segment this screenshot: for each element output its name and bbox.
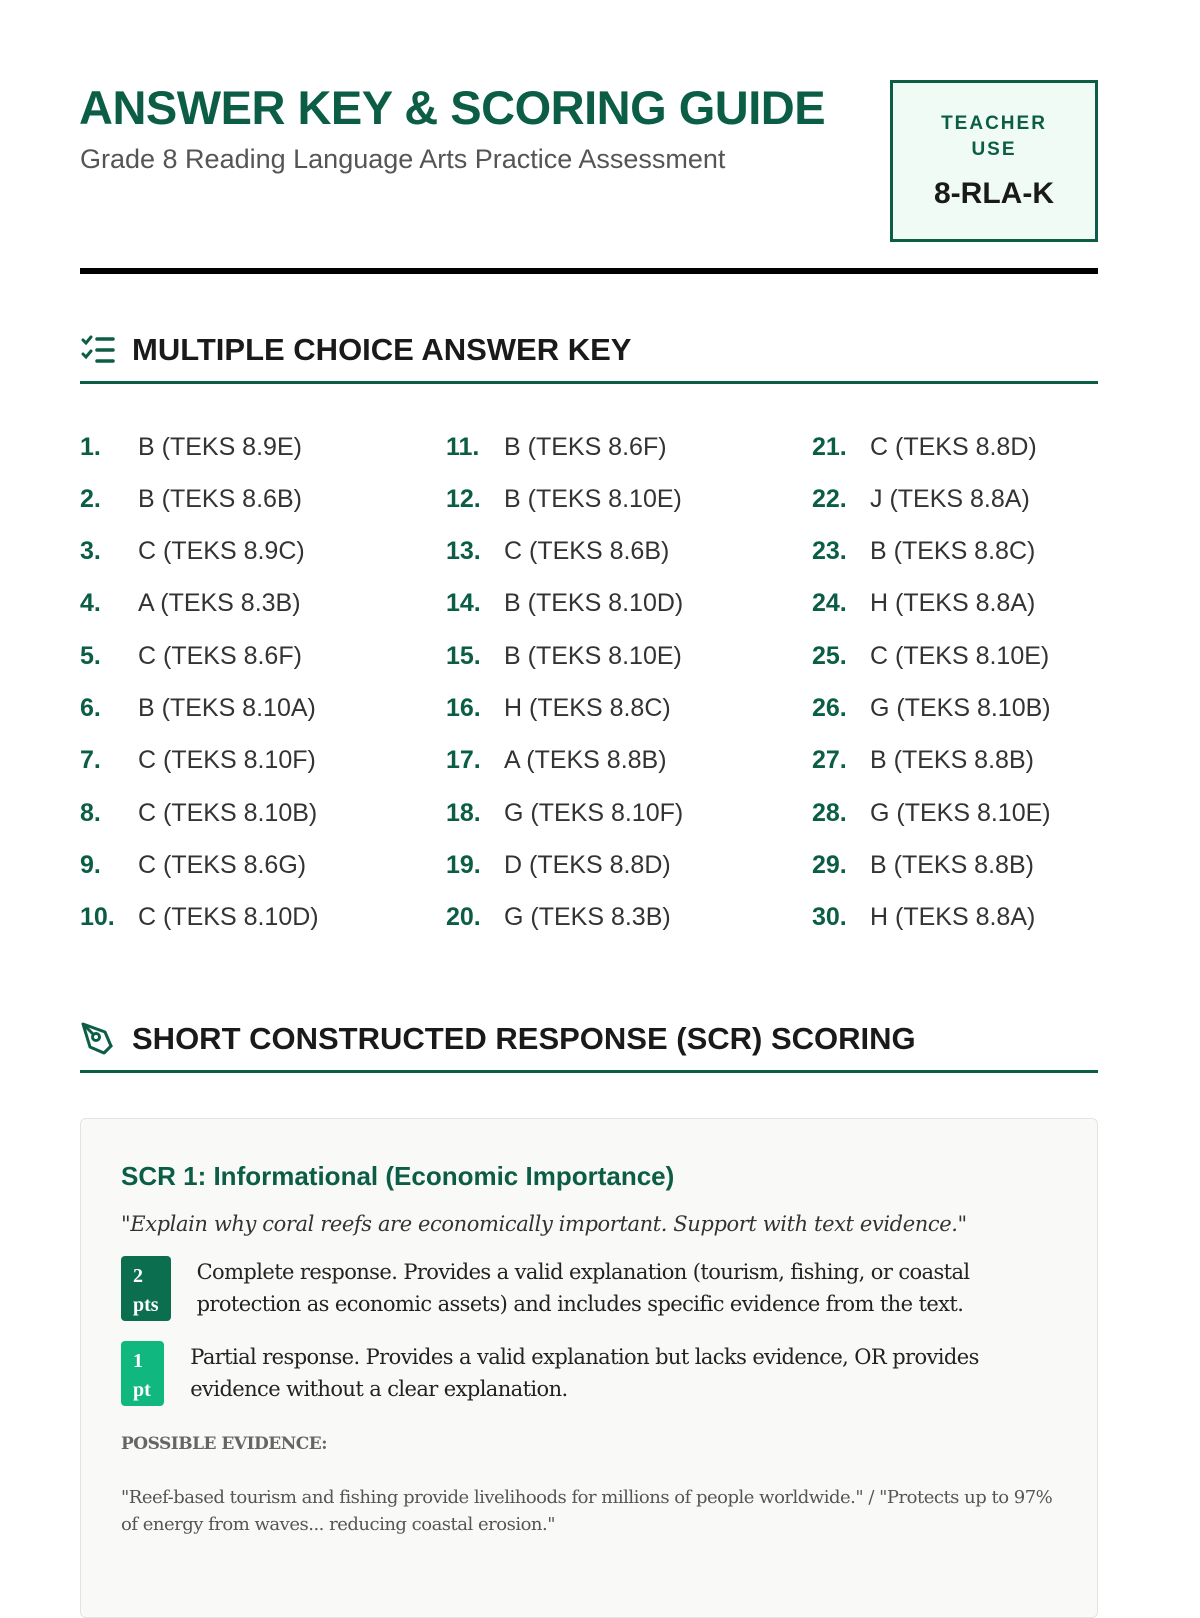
answer-text: C (TEKS 8.9C) xyxy=(138,537,305,566)
answer-text: D (TEKS 8.8D) xyxy=(504,850,671,879)
answer-item xyxy=(80,637,446,675)
answer-item xyxy=(446,585,812,623)
question-number: 10. xyxy=(80,903,115,932)
question-number: 19. xyxy=(446,850,481,879)
question-number: 12. xyxy=(446,484,481,513)
answer-item xyxy=(446,846,812,884)
answer-text: B (TEKS 8.8B) xyxy=(870,746,1034,775)
answer-item xyxy=(812,846,1098,884)
answer-text: C (TEKS 8.10F) xyxy=(138,746,316,775)
question-number: 20. xyxy=(446,903,481,932)
answer-item xyxy=(812,480,1098,518)
question-number: 27. xyxy=(812,746,847,775)
answer-item xyxy=(80,585,446,623)
answer-text: G (TEKS 8.10E) xyxy=(870,798,1051,827)
answer-text: B (TEKS 8.6B) xyxy=(138,484,302,513)
scr-section-title: SHORT CONSTRUCTED RESPONSE (SCR) SCORING xyxy=(132,1021,916,1056)
question-number: 25. xyxy=(812,641,847,670)
points-number: 2 xyxy=(133,1265,143,1287)
answer-item xyxy=(446,794,812,832)
answer-text: B (TEKS 8.10A) xyxy=(138,693,316,722)
question-number: 14. xyxy=(446,589,481,618)
score-level-2 xyxy=(121,1256,1057,1321)
answer-item xyxy=(80,899,446,937)
question-number: 22. xyxy=(812,484,847,513)
answer-text: C (TEKS 8.10B) xyxy=(138,798,318,827)
question-number: 8. xyxy=(80,798,101,827)
header-divider xyxy=(80,268,1098,274)
answer-text: A (TEKS 8.3B) xyxy=(138,589,301,618)
badge-code: 8-RLA-K xyxy=(934,177,1054,210)
points-unit: pt xyxy=(133,1379,151,1401)
answer-item xyxy=(446,533,812,571)
answer-item xyxy=(812,794,1098,832)
answer-text: C (TEKS 8.8D) xyxy=(870,432,1037,461)
badge-label: TEACHER USE xyxy=(941,113,1047,160)
answer-text: G (TEKS 8.3B) xyxy=(504,903,671,932)
question-number: 11. xyxy=(446,432,480,461)
points-number: 1 xyxy=(133,1350,143,1372)
answer-text: C (TEKS 8.6G) xyxy=(138,850,307,879)
answer-text: C (TEKS 8.6B) xyxy=(504,537,670,566)
answer-text: C (TEKS 8.6F) xyxy=(138,641,302,670)
answer-item xyxy=(446,637,812,675)
answer-item xyxy=(812,689,1098,727)
question-number: 7. xyxy=(80,746,101,775)
answer-item xyxy=(80,533,446,571)
evidence-label: POSSIBLE EVIDENCE: xyxy=(121,1434,328,1454)
answer-text: B (TEKS 8.9E) xyxy=(138,432,302,461)
answer-text: B (TEKS 8.10D) xyxy=(504,589,684,618)
question-number: 16. xyxy=(446,693,481,722)
answer-text: B (TEKS 8.8C) xyxy=(870,537,1036,566)
mc-section-header xyxy=(80,334,1098,384)
question-number: 17. xyxy=(446,746,481,775)
answer-item xyxy=(80,794,446,832)
answer-item xyxy=(80,480,446,518)
answer-text: C (TEKS 8.10D) xyxy=(138,903,319,932)
question-number: 24. xyxy=(812,589,847,618)
checklist-icon xyxy=(80,332,116,368)
answer-item xyxy=(812,742,1098,780)
scr1-card xyxy=(80,1118,1098,1618)
question-number: 1. xyxy=(80,432,101,461)
answer-item xyxy=(446,899,812,937)
points-unit: pts xyxy=(133,1294,159,1316)
answer-text: H (TEKS 8.8A) xyxy=(870,589,1036,618)
pen-nib-icon xyxy=(80,1021,116,1057)
answer-item xyxy=(80,846,446,884)
answer-text: J (TEKS 8.8A) xyxy=(870,484,1030,513)
mc-section-title: MULTIPLE CHOICE ANSWER KEY xyxy=(132,332,632,367)
question-number: 23. xyxy=(812,537,847,566)
answer-item xyxy=(80,742,446,780)
answer-text: A (TEKS 8.8B) xyxy=(504,746,667,775)
points-badge xyxy=(121,1256,171,1321)
question-number: 3. xyxy=(80,537,101,566)
answer-item xyxy=(812,585,1098,623)
question-number: 9. xyxy=(80,850,101,879)
question-number: 29. xyxy=(812,850,847,879)
answer-text: G (TEKS 8.10B) xyxy=(870,693,1051,722)
answer-text: C (TEKS 8.10E) xyxy=(870,641,1050,670)
answer-text: B (TEKS 8.10E) xyxy=(504,641,682,670)
answer-item xyxy=(812,899,1098,937)
answer-item xyxy=(80,689,446,727)
scr1-prompt: "Explain why coral reefs are economically important. Support with text evidence." xyxy=(121,1212,967,1236)
question-number: 2. xyxy=(80,484,101,513)
question-number: 21. xyxy=(812,432,847,461)
teacher-use-badge xyxy=(890,80,1098,242)
question-number: 13. xyxy=(446,537,481,566)
answer-text: H (TEKS 8.8C) xyxy=(504,693,671,722)
answer-item xyxy=(80,428,446,466)
answer-key-grid xyxy=(80,428,1098,951)
answer-text: B (TEKS 8.10E) xyxy=(504,484,682,513)
answer-item xyxy=(812,533,1098,571)
question-number: 5. xyxy=(80,641,101,670)
answer-text: G (TEKS 8.10F) xyxy=(504,798,684,827)
question-number: 18. xyxy=(446,798,481,827)
score-description: Partial response. Provides a valid explanation but lacks evidence, OR provides evidence without a clear explanation. xyxy=(190,1345,979,1401)
score-description: Complete response. Provides a valid explanation (tourism, fishing, or coastal protection as economic assets) and includes specific evidence from the text. xyxy=(196,1260,970,1316)
points-badge xyxy=(121,1341,164,1406)
question-number: 28. xyxy=(812,798,847,827)
answer-text: B (TEKS 8.6F) xyxy=(504,432,667,461)
scr-section-header xyxy=(80,1023,1098,1073)
answer-item xyxy=(446,480,812,518)
question-number: 15. xyxy=(446,641,481,670)
answer-item xyxy=(446,742,812,780)
question-number: 6. xyxy=(80,693,101,722)
page-title: ANSWER KEY & SCORING GUIDE xyxy=(79,81,826,134)
answer-text: H (TEKS 8.8A) xyxy=(870,903,1036,932)
question-number: 4. xyxy=(80,589,101,618)
evidence-text: "Reef-based tourism and fishing provide livelihoods for millions of people worldwide." / "Protects up to 97% of energy from waves... reducing coastal erosion." xyxy=(121,1487,1053,1535)
answer-item xyxy=(812,637,1098,675)
answer-text: B (TEKS 8.8B) xyxy=(870,850,1034,879)
answer-item xyxy=(812,428,1098,466)
question-number: 26. xyxy=(812,693,847,722)
score-level-1 xyxy=(121,1341,1057,1406)
answer-item xyxy=(446,689,812,727)
scr1-title: SCR 1: Informational (Economic Importance) xyxy=(121,1161,675,1191)
question-number: 30. xyxy=(812,903,847,932)
answer-item xyxy=(446,428,812,466)
page-subtitle: Grade 8 Reading Language Arts Practice Assessment xyxy=(80,144,726,174)
